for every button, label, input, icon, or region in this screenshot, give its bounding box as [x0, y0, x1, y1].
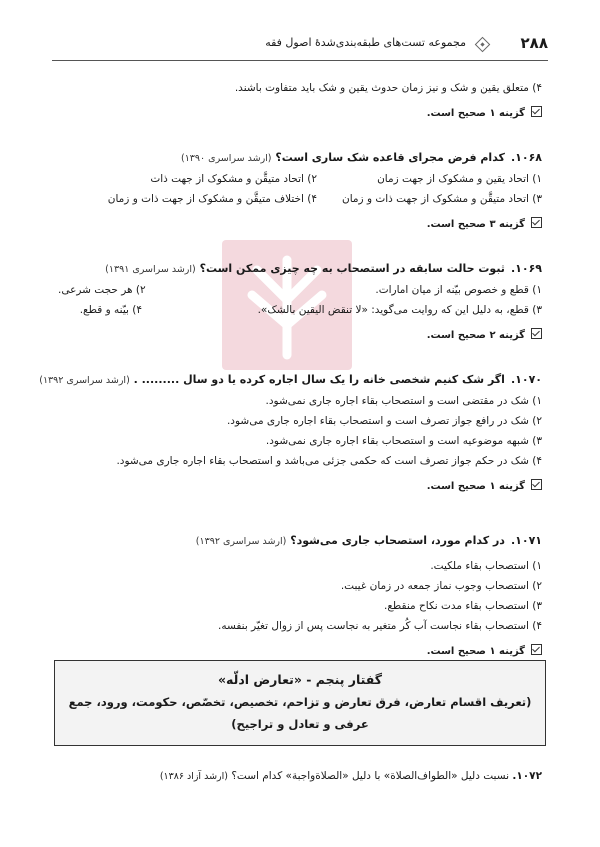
question-line [58, 766, 542, 787]
option-2: ۲) شک در رافع جواز تصرف است و استصحاب بقاء اجاره جاری می‌شود. [226, 415, 542, 427]
question-text: کدام فرض مجرای قاعده شک ساری است؟ [275, 151, 505, 164]
question-1068 [58, 148, 542, 169]
checkbox-icon [531, 479, 542, 490]
question-number: ۱۰۶۹. [510, 262, 542, 275]
option-1: ۱) استصحاب بقاء ملکیت. [430, 560, 542, 572]
question-1072 [58, 766, 542, 787]
question-1071 [58, 531, 542, 552]
question-text: در کدام مورد، استصحاب جاری می‌شود؟ [290, 534, 505, 547]
question-number: ۱۰۶۸. [510, 151, 542, 164]
answer-line [58, 477, 542, 497]
question-text: اگر شک کنیم شخصی خانه را یک سال اجاره کرده یا دو سال ......... . [133, 373, 505, 386]
option-2: ۲) هر حجت شرعی. [58, 284, 146, 296]
answer-text: گزینه ۱ صحیح است. [426, 108, 525, 119]
checkbox-icon [531, 644, 542, 655]
question-number: ۱۰۷۱. [510, 534, 542, 547]
option-3: ۳) استصحاب بقاء مدت نکاح منقطع. [383, 600, 542, 612]
question-1069 [58, 259, 542, 280]
answer-text: گزینه ۱ صحیح است. [426, 481, 525, 492]
book-title: مجموعه تست‌های طبقه‌بندی‌شدهٔ اصول فقه [265, 36, 466, 49]
option-3: ۳) شبهه موضوعیه است و استصحاب بقاء اجاره جاری نمی‌شود. [265, 435, 542, 447]
page-number: ۲۸۸ [520, 34, 548, 52]
checkbox-icon [531, 217, 542, 228]
options-row [58, 169, 542, 189]
diamond-ornament-icon [475, 37, 491, 53]
question-source: (ارشد آزاد ۱۳۸۶) [159, 771, 228, 782]
answer-text: گزینه ۱ صحیح است. [426, 646, 525, 657]
checkbox-icon [531, 106, 542, 117]
question-source: (ارشد سراسری ۱۳۹۲) [39, 375, 130, 386]
option-1: ۱) اتحاد یقین و مشکوک از جهت زمان [377, 173, 542, 185]
option-4: ۴) بیّنه و قطع. [79, 304, 142, 316]
question-source: (ارشد سراسری ۱۳۹۱) [105, 264, 196, 275]
answer-text: گزینه ۳ صحیح است. [426, 219, 525, 230]
option-3: ۳) اتحاد متیقَّن و مشکوک از جهت ذات و زمان [342, 193, 542, 205]
options-list [58, 391, 542, 471]
option-4: ۴) متعلق یقین و شک و نیز زمان حدوث یقین و شک باید متفاوت باشند. [234, 82, 542, 94]
question-1070 [39, 370, 542, 391]
option-4: ۴) شک در حکم جواز تصرف است که حکمی جزئی می‌باشد و استصحاب بقاء اجاره جاری می‌شود. [116, 455, 542, 467]
option-2: ۲) اتحاد متیقَّن و مشکوک از جهت ذات [150, 173, 317, 185]
option-4: ۴) استصحاب بقاء نجاست آب کُر متغیر به نجاست پس از زوال تغیّر بنفسه. [218, 620, 542, 632]
section-title: گفتار پنجم - «تعارض ادلّه» [217, 672, 383, 687]
options-row [58, 280, 542, 300]
question-source: (ارشد سراسری ۱۳۹۲) [195, 536, 287, 547]
option-1: ۱) قطع و خصوص بیّنه از میان امارات. [375, 284, 542, 296]
checkbox-icon [531, 328, 542, 339]
option-1: ۱) شک در مقتضی است و استصحاب بقاء اجاره جاری نمی‌شود. [265, 395, 542, 407]
option-2: ۲) استصحاب وجوب نماز جمعه در زمان غیبت. [340, 580, 542, 592]
section-subtitle: (تعریف اقسام تعارض، فرق تعارض و تزاحم، تخصیص، تخصّص، حکومت، ورود، جمع عرفی و تعادل و تراجیح) [68, 695, 532, 731]
answer-line [58, 326, 542, 346]
question-number: ۱۰۷۲. [512, 770, 542, 782]
page-content [39, 78, 542, 662]
answer-text: گزینه ۲ صحیح است. [426, 330, 525, 341]
option-4: ۴) اختلاف متیقَّن و مشکوک از جهت ذات و زمان [107, 193, 317, 205]
question-text: نسبت دلیل «الطواف‌الصلاة» با دلیل «الصلاةواجبة» کدام است؟ [231, 770, 510, 782]
section-heading-box [54, 660, 546, 746]
answer-line [58, 215, 542, 235]
page-header [52, 30, 548, 61]
options-row [58, 189, 542, 209]
question-source: (ارشد سراسری ۱۳۹۰) [180, 153, 272, 164]
answer-line [58, 642, 542, 662]
options-row [58, 300, 542, 320]
options-list [58, 556, 542, 636]
question-number: ۱۰۷۰. [510, 373, 542, 386]
option-3: ۳) قطع، به دلیل این که روایت می‌گوید: «لا تنقض الیقین بالشک». [257, 304, 542, 316]
question-text: ثبوت حالت سابقه در استصحاب به چه چیزی ممکن است؟ [199, 262, 505, 275]
answer-line [58, 104, 542, 124]
